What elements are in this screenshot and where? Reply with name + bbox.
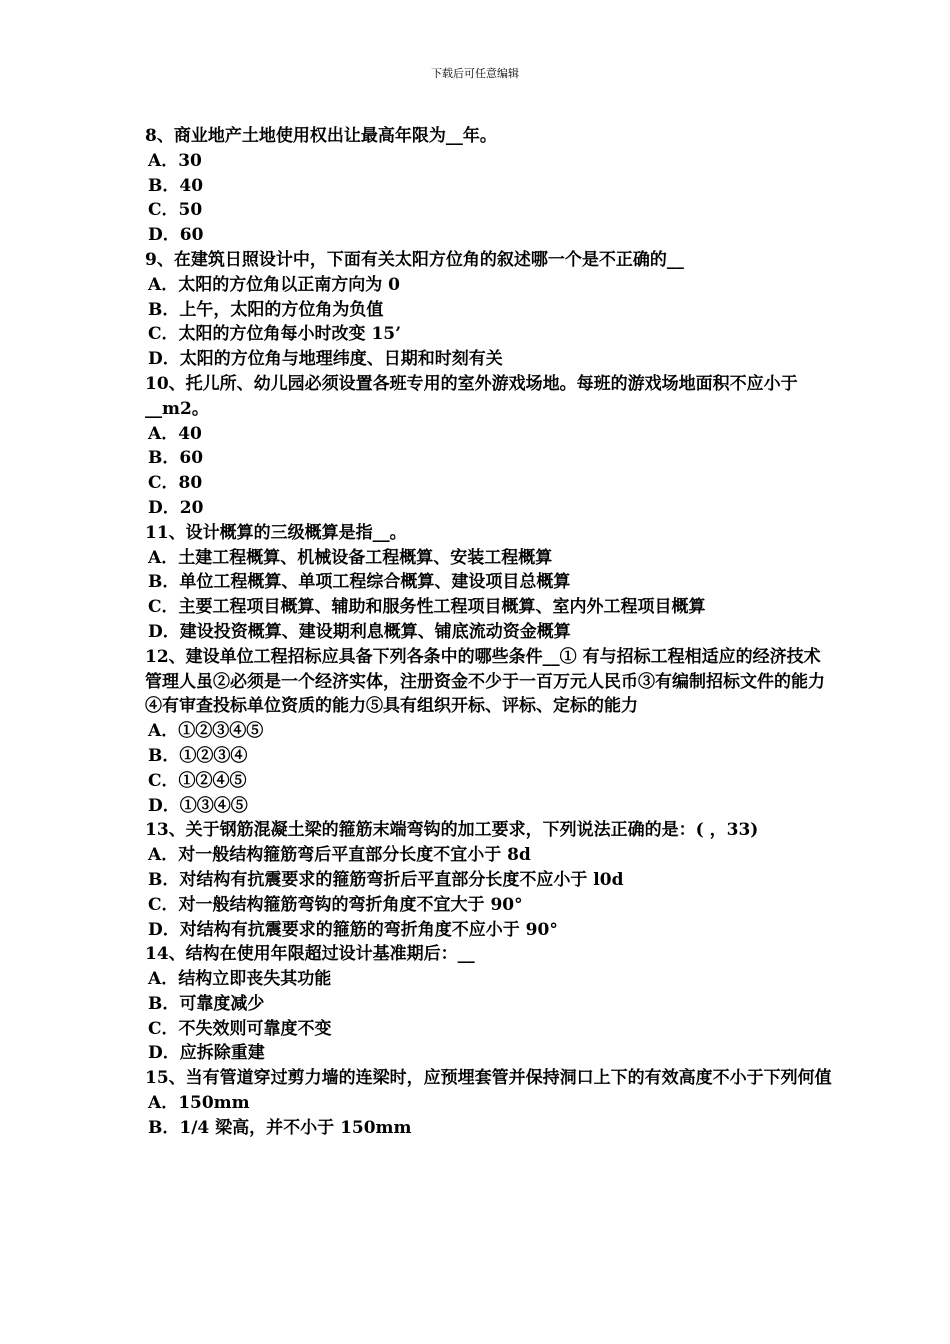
question-text: 9、在建筑日照设计中，下面有关太阳方位角的叙述哪一个是不正确的__ (145, 249, 684, 270)
question-text: 12、建设单位工程招标应具备下列各条中的哪些条件__① 有与招标工程相适应的经济技术管理人虽②必须是一个经济实体，注册资金不少于一百万元人民币③有编制招标文件的能力④有审查投标单位资质的能力⑤具有组织开标、评标、定标的能力 (145, 646, 825, 717)
answer-option: A．对一般结构箍筋弯后平直部分长度不宜小于 8d (148, 845, 531, 866)
answer-option: D．20 (148, 497, 204, 518)
answer-option: A．150mm (148, 1093, 250, 1114)
answer-option: D．60 (148, 225, 204, 246)
answer-option: A．30 (148, 150, 202, 171)
answer-option: B．单位工程概算、单项工程综合概算、建设项目总概算 (148, 572, 571, 593)
answer-option: C．80 (148, 473, 203, 494)
question-text: 8、商业地产土地使用权出让最高年限为__年。 (145, 126, 497, 146)
answer-option: C．主要工程项目概算、辅助和服务性工程项目概算、室内外工程项目概算 (148, 597, 706, 618)
answer-option: A．①②③④⑤ (148, 721, 264, 742)
answer-option: B．上午，太阳的方位角为负值 (148, 299, 384, 320)
question-text: 13、关于钢筋混凝土梁的箍筋末端弯钩的加工要求，下列说法正确的是：( ，33) (145, 820, 759, 841)
answer-option: B．对结构有抗震要求的箍筋弯折后平直部分长度不应小于 l0d (148, 869, 624, 890)
question-text: 10、托儿所、幼儿园必须设置各班专用的室外游戏场地。每班的游戏场地面积不应小于__m2。 (145, 373, 798, 419)
answer-option: A．40 (148, 423, 202, 444)
answer-option: A．土建工程概算、机械设备工程概算、安装工程概算 (148, 547, 553, 568)
answer-option: C．不失效则可靠度不变 (148, 1018, 332, 1039)
answer-option: B．可靠度减少 (148, 993, 265, 1014)
question-list (145, 124, 835, 1141)
answer-option: B．40 (148, 175, 204, 196)
answer-option: B．1/4 梁高，并不小于 150mm (148, 1117, 412, 1138)
answer-option: A．太阳的方位角以正南方向为 0 (148, 274, 400, 295)
answer-option: D．对结构有抗震要求的箍筋的弯折角度不应小于 90° (148, 919, 558, 940)
answer-option: C．50 (148, 200, 203, 221)
answer-option: B．60 (148, 448, 204, 469)
answer-option: C．对一般结构箍筋弯钩的弯折角度不宜大于 90° (148, 894, 523, 915)
page-header: 下载后可任意编辑 (431, 67, 519, 80)
question-text: 15、当有管道穿过剪力墙的连梁时，应预埋套管并保持洞口上下的有效高度不小于下列何值 (145, 1068, 832, 1089)
answer-option: D．应拆除重建 (148, 1043, 265, 1064)
answer-option: D．建设投资概算、建设期利息概算、铺底流动资金概算 (148, 621, 571, 642)
question-text: 14、结构在使用年限超过设计基准期后：__ (145, 944, 475, 965)
question-text: 11、设计概算的三级概算是指__。 (145, 522, 407, 543)
answer-option: C．①②④⑤ (148, 770, 247, 791)
answer-option: A．结构立即丧失其功能 (148, 969, 332, 990)
answer-option: D．①③④⑤ (148, 795, 248, 816)
answer-option: D．太阳的方位角与地理纬度、日期和时刻有关 (148, 349, 503, 370)
answer-option: B．①②③④ (148, 745, 248, 766)
answer-option: C．太阳的方位角每小时改变 15’ (148, 324, 402, 345)
